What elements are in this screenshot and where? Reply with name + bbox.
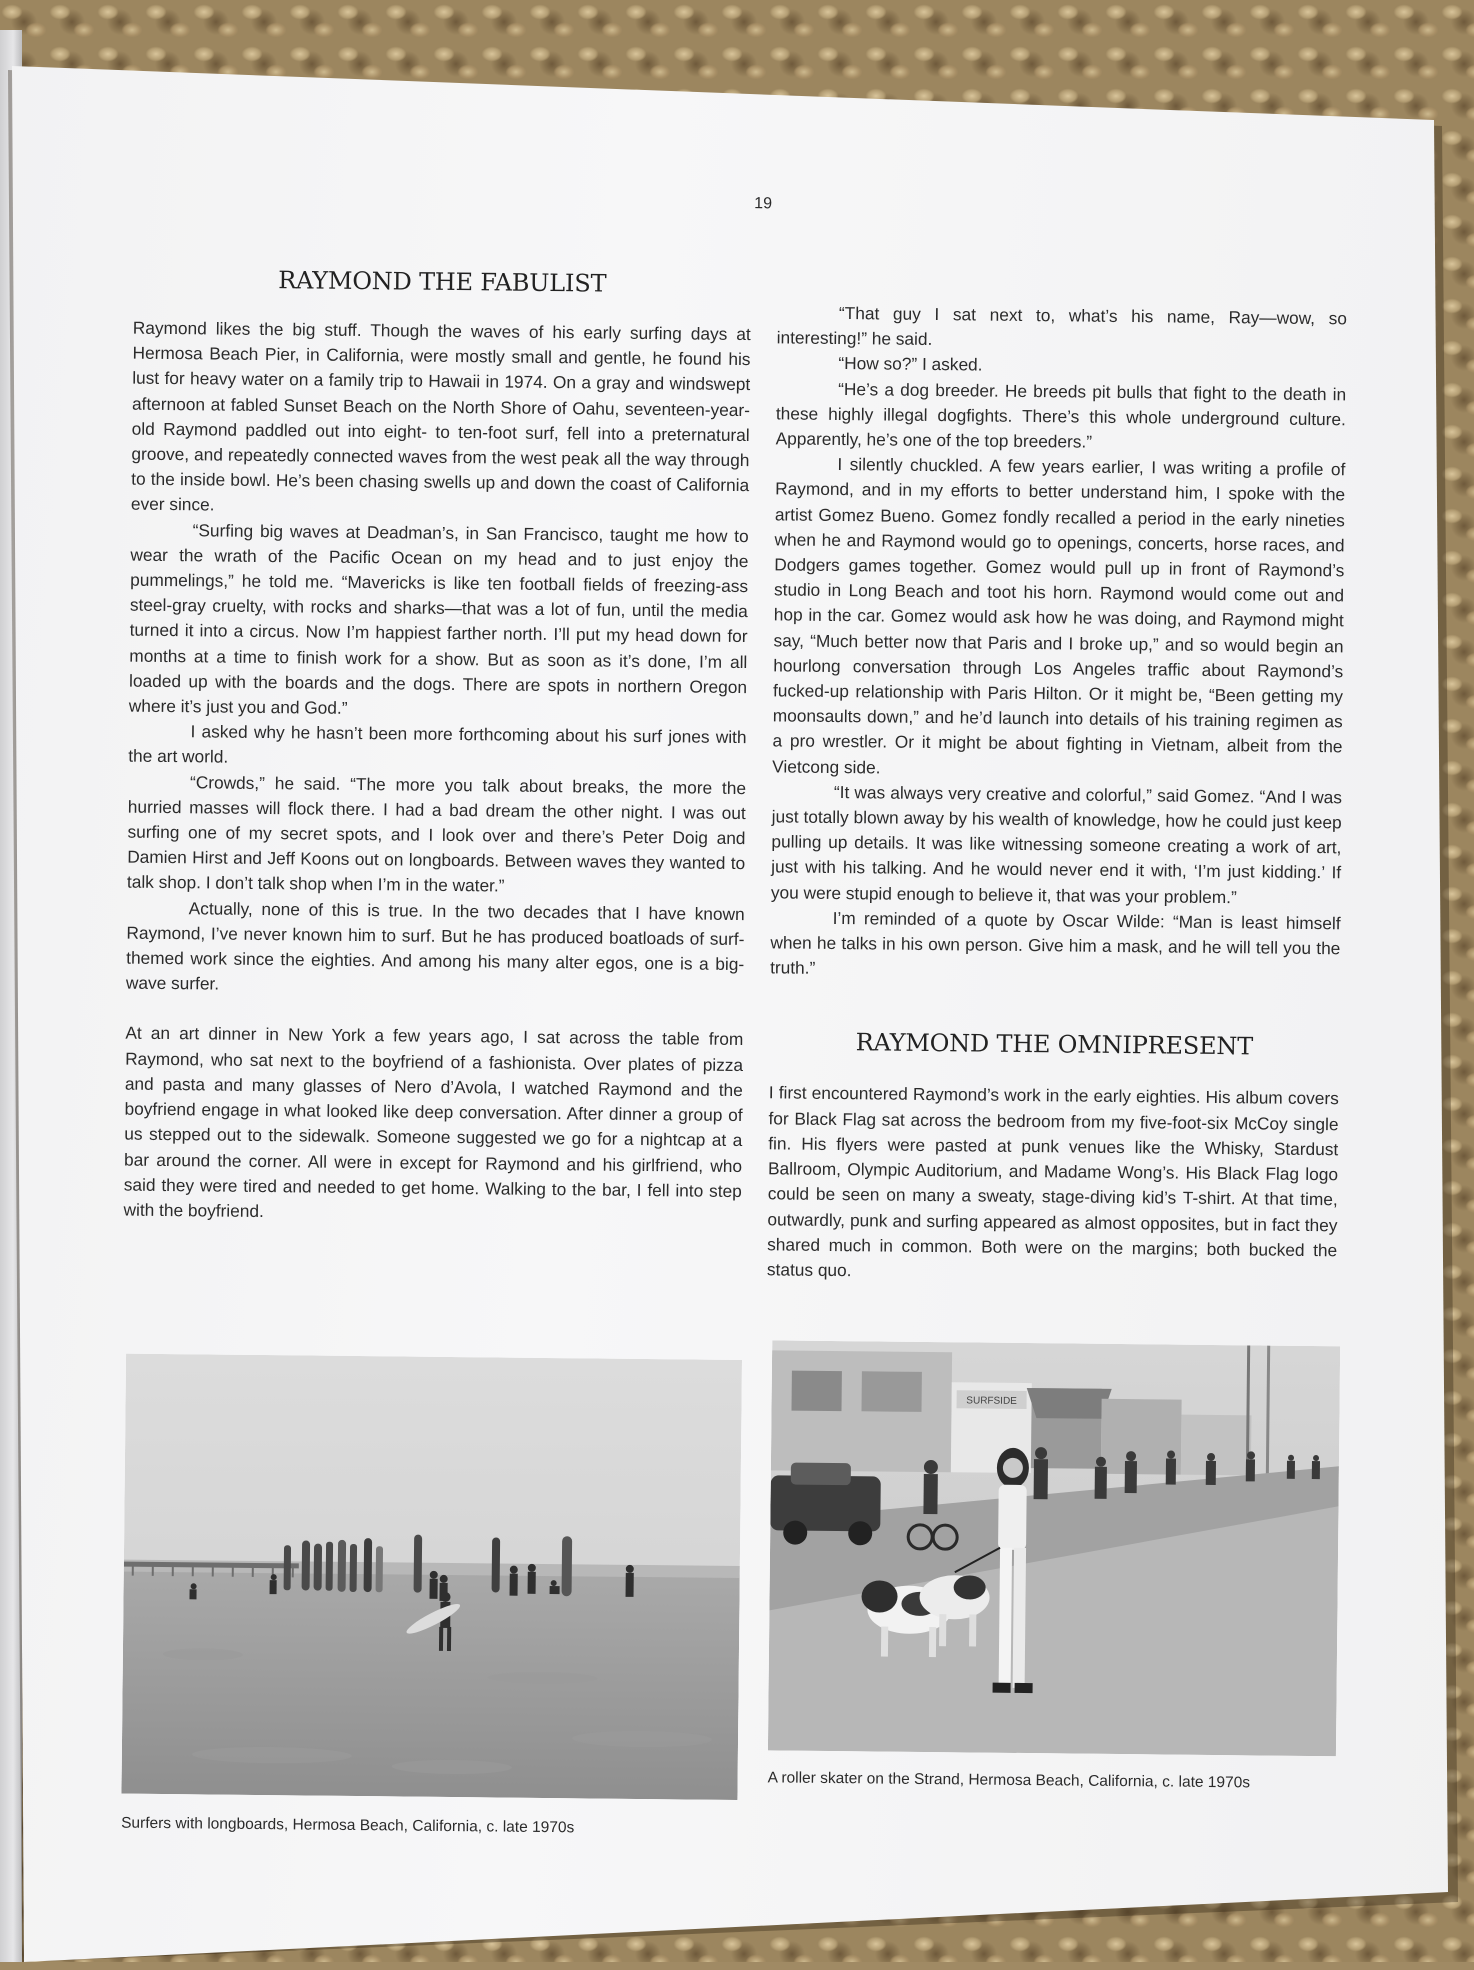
paragraph: I asked why he hasn’t been more forthcoming about his surf jones with the art world. [128,721,747,768]
paragraph: “It was always very creative and colorful,” said Gomez. “And I was just totally blown away by his wealth of knowledge, how he could just keep pulling up details. It was like witnessing someone creating a work of art, just with his talking. And he would never end it with, ‘I’m just kidding.’ If you were stupid enough to believe it, that was your problem.” [770,781,1343,907]
photo-strand-skater [768,1340,1340,1756]
paragraph: I’m reminded of a quote by Oscar Wilde: “Man is least himself when he talks in his own person. Give him a mask, and he will tell you the truth.” [770,907,1341,979]
left-column [123,264,751,1230]
paragraph: “That guy I sat next to, what’s his name, Ray—wow, so interesting!” he said. [776,303,1348,350]
paragraph: At an art dinner in New York a few years ago, I sat across the table from Raymond, who sat next to the boyfriend of a fashionista. Over plates of pizza and pasta and many glasses of Nero d’Avola, I watched Raymond and the boyfriend engage in what looked like deep conversation. After dinner a group of us stepped out to the sidewalk. Someone suggested we go for a nightcap at a bar around the corner. All were in except for Raymond and his girlfriend, who said they were tired and needed to get home. Walking to the bar, I fell into step with the boyfriend. [123,1023,744,1221]
heading-fabulist: RAYMOND THE FABULIST [278,266,607,298]
caption-skater: A roller skater on the Strand, Hermosa Beach, California, c. late 1970s [767,1769,1251,1792]
photo-surfers-beach [121,1354,742,1800]
strand-photo-svg [768,1340,1340,1756]
shop-sign: SURFSIDE [966,1395,1017,1407]
paragraph: Actually, none of this is true. In the two decades that I have known Raymond, I’ve never known him to surf. But he has produced boatloads of surf-themed work since the eighties. And among his many alter egos, one is a big-wave surfer. [125,897,745,994]
beach-photo-svg [121,1354,742,1800]
paragraph: “Surfing big waves at Deadman’s, in San Francisco, taught me how to wear the wrath of the Pacific Ocean on my head and to just enjoy the pummelings,” he told me. “Mavericks is like ten football fields of freezing-ass steel-gray cruelty, with rocks and sharks—that was a lot of fun, until the media turned it into a circus. Now I’m happiest farther north. I’ll put my head down for months at a time to finish work for a show. But as soon as it’s done, I’m all loaded up with the boards and the dogs. There are spots in northern Oregon where it’s just you and God.” [128,519,749,718]
heading-omnipresent: RAYMOND THE OMNIPRESENT [855,1028,1254,1061]
caption-surfers: Surfers with longboards, Hermosa Beach, California, c. late 1970s [121,1814,575,1837]
paragraph: Raymond likes the big stuff. Though the waves of his early surfing days at Hermosa Beach Pier, in California, were mostly small and gentle, he found his lust for heavy water on a family trip to Hawaii in 1974. On a gray and windswept afternoon at fabled Sunset Beach on the North Shore of Oahu, seventeen-year-old Raymond paddled out into eight- to ten-foot surf, fell into a preternatural groove, and repeatedly connected waves from the west peak all the way through to the inside bowl. He’s been chasing swells up and down the coast of California ever since. [130,317,751,515]
paragraph: I silently chuckled. A few years earlier, I was writing a profile of Raymond, and in my efforts to better understand him, I spoke with the artist Gomez Bueno. Gomez fondly recalled a period in the early nineties when he and Raymond would go to openings, concerts, horse races, and Dodgers games together. Gomez would pull up in front of Raymond’s studio in Long Beach and toot his horn. Raymond would come out and hop in the car. Gomez would ask how he was doing, and Raymond might say, “Much better now that Paris and I broke up,” and so would begin an hourlong conversation through Los Angeles traffic about Raymond’s fucked-up relationship with Paris Hilton. Or it might be, “Been getting my moonsaults down,” and he’d launch into details of his training regimen as a pro wrestler. Or it might be about fighting in Vietnam, albeit from the Vietcong side. [772,454,1346,778]
paragraph: “He’s a dog breeder. He breeds pit bulls that fight to the death in these highly illegal dogfights. There’s this whole underground culture. Apparently, he’s one of the top breeders.” [775,378,1347,452]
figure-skater [768,1340,1341,1794]
paragraph: “How so?” I asked. [838,353,983,375]
page-number: 19 [754,195,773,213]
figure-surfers [121,1354,742,1840]
paragraph: “Crowds,” he said. “The more you talk about breaks, the more the hurried masses will flock there. I had a bad dream the other night. I was out surfing one of my secret spots, and I look over and there’s Peter Doig and Damien Hirst and Jeff Koons out on longboards. Between waves they wanted to talk shop. I don’t talk shop when I’m in the water.” [126,771,747,896]
right-column [767,300,1347,1288]
paragraph: I first encountered Raymond’s work in the early eighties. His album covers for Black Flag sat across the bedroom from my five-foot-six McCoy single fin. His flyers were pasted at punk venues like the Whisky, Stardust Ballroom, Olympic Auditorium, and Madame Wong’s. His Black Flag logo could be seen on many a sweaty, stage-diving kid’s T-shirt. At that time, outwardly, punk and surfing appeared as almost opposites, but in fact they shared much in common. Both were on the margins; both bucked the status quo. [766,1082,1339,1281]
awning [1026,1388,1111,1419]
